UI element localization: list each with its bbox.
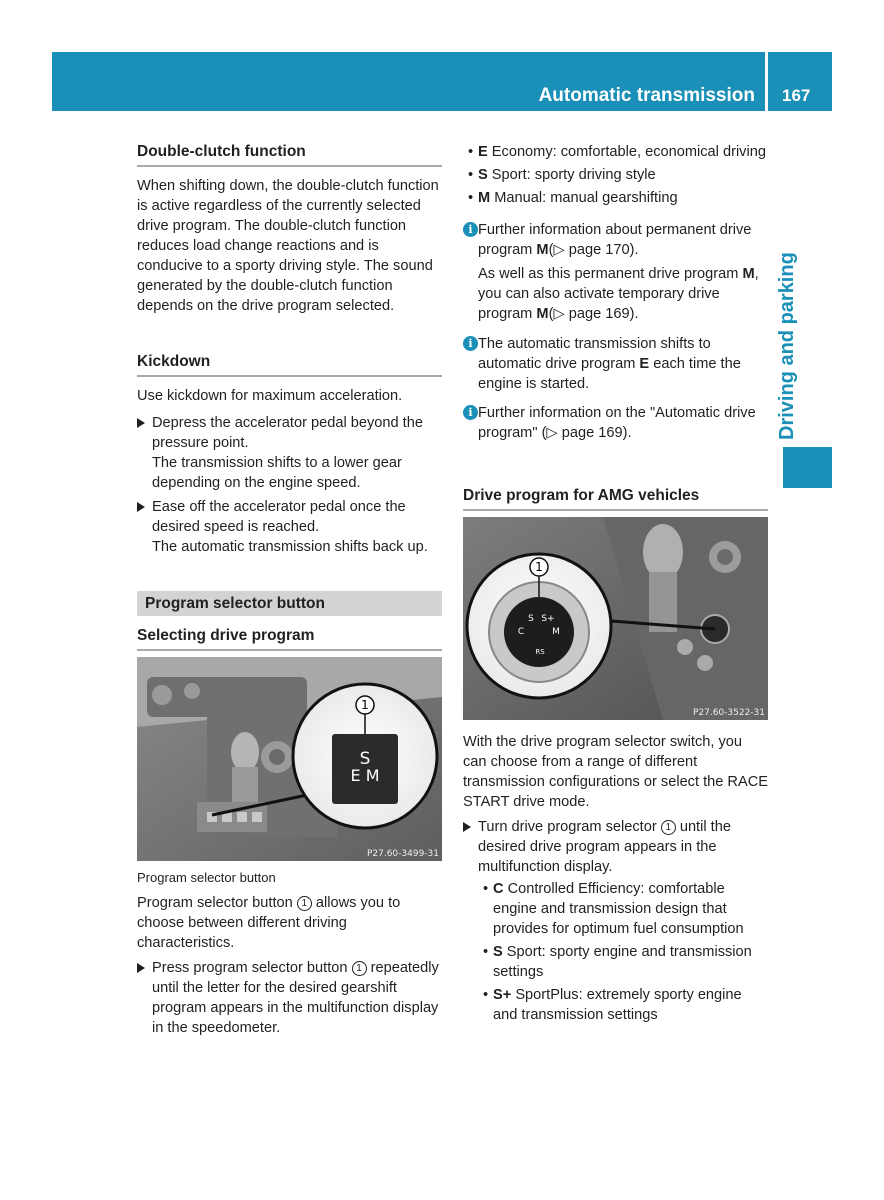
amg-turn-step: Turn drive program selector 1 until the desired drive program appears in the multifunction display.: [463, 817, 768, 877]
press-selector-step: Press program selector button 1 repeatedly until the letter for the desired gearshift program appears in the multifunction display in the speedometer.: [137, 958, 442, 1038]
info-note-3: i Further information on the "Automatic drive program" (▷ page 169).: [463, 403, 768, 443]
step-arrow-icon: [137, 963, 145, 973]
amg-heading: Drive program for AMG vehicles: [463, 486, 768, 511]
info-note-2: i The automatic transmission shifts to automatic drive program E each time the engine is started.: [463, 334, 768, 394]
page-title: Automatic transmission: [538, 85, 755, 106]
info-note-1: i Further information about permanent drive program M(▷ page 170). As well as this permanent drive program M, you can also activate temporary drive program M(▷ page 169).: [463, 220, 768, 324]
selector-button-label-top: S: [359, 749, 371, 769]
dial-label-c: C: [517, 627, 525, 637]
info-icon: i: [463, 405, 478, 420]
dial-label-s-plus: S+: [541, 614, 555, 624]
info-icon: i: [463, 222, 478, 237]
callout-1: 1: [361, 698, 369, 712]
amg-intro: With the drive program selector switch, you can choose from a range of different transmission configurations or select the RACE START drive mode.: [463, 734, 768, 810]
step-arrow-icon: [463, 822, 471, 832]
photo-caption: Program selector button: [137, 870, 276, 885]
program-sport: • S Sport: sporty engine and transmission settings: [478, 942, 768, 982]
callout-1-icon: 1: [352, 961, 367, 976]
double-clutch-heading: Double-clutch function: [137, 142, 442, 167]
bullet-economy: • E Economy: comfortable, economical driving: [463, 142, 768, 162]
bullet-sport: • S Sport: sporty driving style: [463, 165, 768, 185]
step-arrow-icon: [137, 502, 145, 512]
program-selector-body: Program selector button 1 allows you to choose between different driving characteristics.: [137, 895, 401, 951]
page-number-box: [768, 52, 832, 111]
amg-selector-photo: [463, 517, 768, 720]
header-bar: [52, 52, 765, 111]
dial-label-rs: RS: [535, 648, 545, 656]
selecting-drive-program-heading: Selecting drive program: [137, 626, 442, 651]
dial-label-m: M: [552, 627, 560, 637]
callout-1: 1: [535, 560, 543, 574]
selector-button-label-bottom: E M: [350, 766, 380, 785]
callout-1-icon: 1: [661, 820, 676, 835]
program-sportplus: • S+ SportPlus: extremely sporty engine and transmission settings: [478, 985, 768, 1025]
side-tab-marker: [783, 447, 832, 488]
step-arrow-icon: [137, 418, 145, 428]
bullet-manual: • M Manual: manual gearshifting: [463, 188, 768, 208]
program-controlled-efficiency: • C Controlled Efficiency: comfortable engine and transmission design that provides for optimum fuel consumption: [478, 879, 768, 939]
kickdown-step-1: Depress the accelerator pedal beyond the pressure point. The transmission shifts to a lower gear depending on the engine speed.: [137, 413, 442, 493]
kickdown-step-2: Ease off the accelerator pedal once the desired speed is reached. The automatic transmission shifts back up.: [137, 497, 442, 557]
dial-label-s: S: [528, 614, 534, 624]
kickdown-heading: Kickdown: [137, 352, 442, 377]
program-selector-photo: [137, 657, 442, 861]
info-icon: i: [463, 336, 478, 351]
program-selector-section-head: Program selector button: [137, 591, 442, 616]
double-clutch-body: When shifting down, the double-clutch function is active regardless of the currently selected drive program. The double-clutch function reduces load change reactions and is conducive to a sporty driving style. The sound generated by the double-clutch function depends on the drive program selected.: [137, 178, 439, 314]
callout-1-icon: 1: [297, 896, 312, 911]
image-code: P27.60-3499-31: [366, 849, 439, 859]
kickdown-intro: Use kickdown for maximum acceleration.: [137, 388, 403, 404]
side-tab-label: Driving and parking: [776, 252, 798, 440]
image-code: P27.60-3522-31: [692, 708, 765, 718]
amg-program-list: [463, 879, 768, 1025]
page-number: 167: [782, 86, 811, 105]
